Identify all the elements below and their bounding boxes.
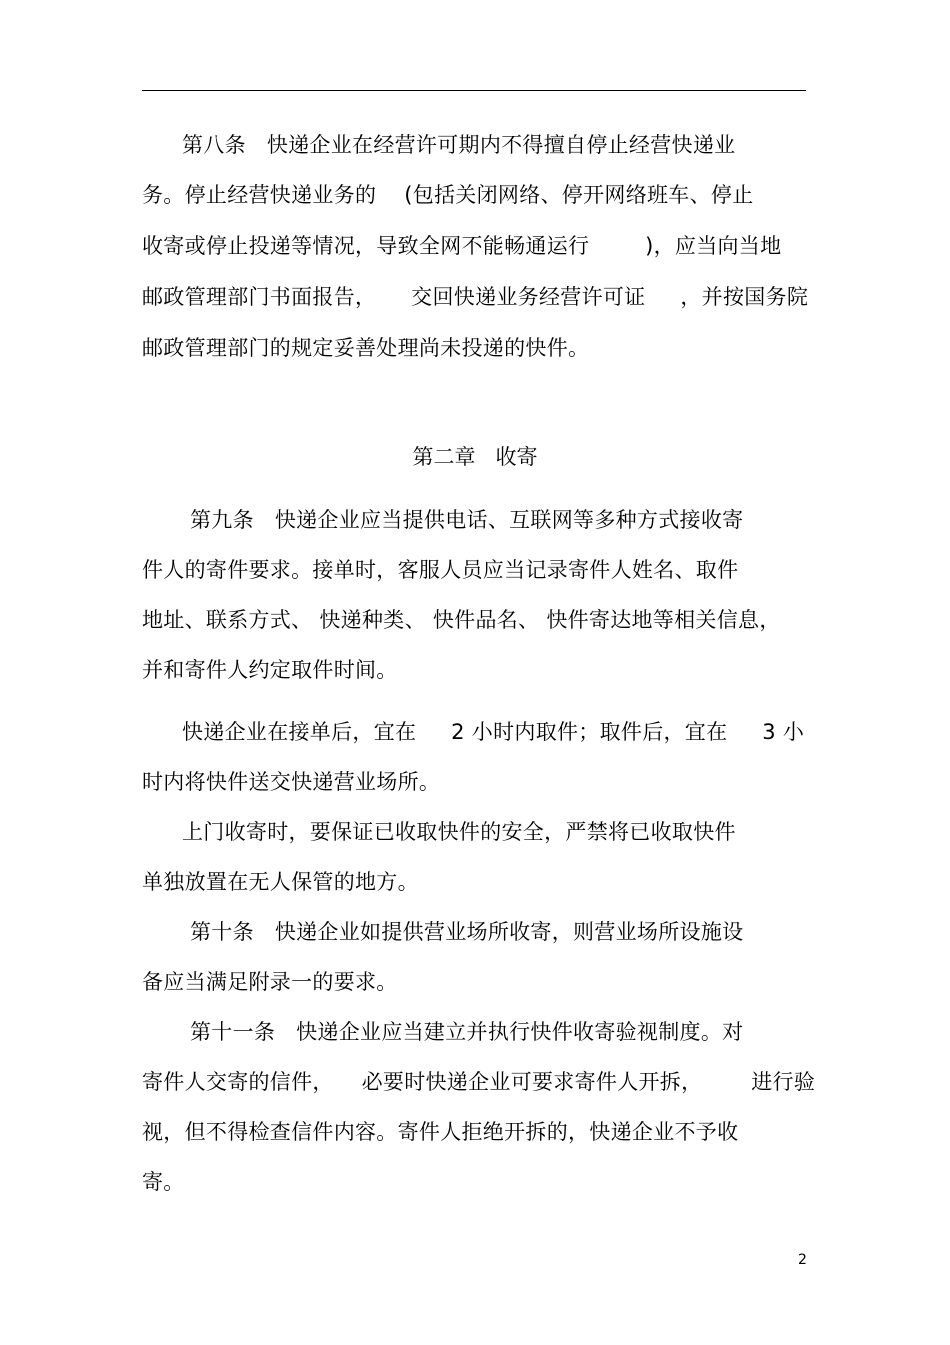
article-9-line-4: 并和寄件人约定取件时间。 bbox=[142, 658, 398, 682]
header-rule bbox=[142, 90, 806, 91]
pickup-time-line-2: 时内将快件送交快递营业场所。 bbox=[142, 770, 441, 794]
article-11-line-4: 寄。 bbox=[142, 1170, 185, 1194]
pickup-safety-line-2: 单独放置在无人保管的地方。 bbox=[142, 870, 419, 894]
article-8-line-2: 务。停止经营快递业务的 (包括关闭网络、停开网络班车、停止 bbox=[142, 183, 754, 207]
article-11-line-3: 视，但不得检查信件内容。寄件人拒绝开拆的，快递企业不予收 bbox=[142, 1120, 739, 1144]
article-9-line-2: 件人的寄件要求。接单时，客服人员应当记录寄件人姓名、取件 bbox=[142, 558, 739, 582]
article-9-line-3: 地址、联系方式、 快递种类、 快件品名、 快件寄达地等相关信息， bbox=[142, 608, 781, 632]
article-8-line-3: 收寄或停止投递等情况，导致全网不能畅通运行 )，应当向当地 bbox=[142, 234, 782, 258]
article-10-line-2: 备应当满足附录一的要求。 bbox=[142, 970, 398, 994]
article-11-line-2: 寄件人交寄的信件， 必要时快递企业可要求寄件人开拆， 进行验 bbox=[142, 1070, 816, 1094]
pickup-safety-line-1: 上门收寄时，要保证已收取快件的安全，严禁将已收取快件 bbox=[182, 820, 736, 844]
article-11-line-1: 第十一条 快递企业应当建立并执行快件收寄验视制度。对 bbox=[190, 1020, 744, 1044]
page-number: 2 bbox=[798, 1252, 807, 1268]
chapter-heading: 第二章 收寄 bbox=[412, 445, 538, 469]
article-10-line-1: 第十条 快递企业如提供营业场所收寄，则营业场所设施设 bbox=[190, 920, 744, 944]
article-9-line-1: 第九条 快递企业应当提供电话、互联网等多种方式接收寄 bbox=[190, 508, 744, 532]
article-8-line-5: 邮政管理部门的规定妥善处理尚未投递的快件。 bbox=[142, 336, 590, 360]
pickup-time-line-1: 快递企业在接单后，宜在 2 小时内取件；取件后，宜在 3 小 bbox=[182, 720, 805, 744]
article-8-line-4: 邮政管理部门书面报告， 交回快递业务经营许可证 ，并按国务院 bbox=[142, 285, 809, 309]
article-8-line-1: 第八条 快递企业在经营许可期内不得擅自停止经营快递业 bbox=[182, 133, 736, 157]
